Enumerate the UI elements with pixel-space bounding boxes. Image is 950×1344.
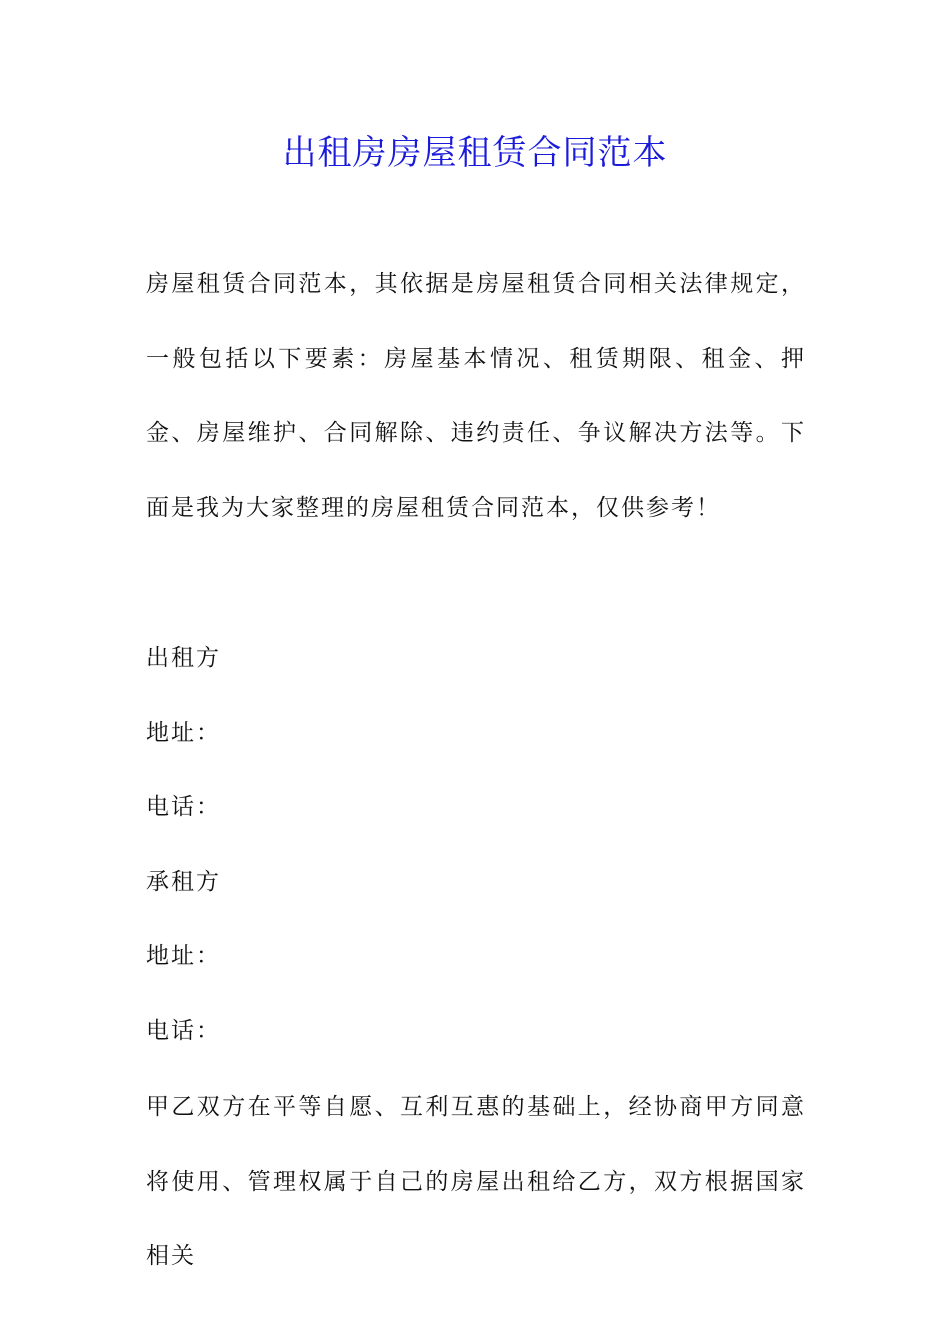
lessor-address-label: 地址： [146, 720, 221, 746]
lessee-address-label: 地址： [146, 943, 221, 969]
lessor-phone-label: 电话： [146, 794, 221, 820]
lessor-label: 出租方 [146, 645, 221, 671]
agreement-paragraph: 甲乙双方在平等自愿、互利互惠的基础上，经协商甲方同意将使用、管理权属于自己的房屋出租给乙方，双方根据国家相关 [146, 1094, 806, 1269]
intro-paragraph: 房屋租赁合同范本，其依据是房屋租赁合同相关法律规定，一般包括以下要素：房屋基本情况、租赁期限、租金、押金、房屋维护、合同解除、违约责任、争议解决方法等。下面是我为大家整理的房屋租赁合同范本，仅供参考！ [146, 271, 806, 521]
lessee-phone-label: 电话： [146, 1018, 221, 1044]
lessee-label: 承租方 [146, 869, 221, 895]
document-title: 出租房房屋租赁合同范本 [282, 133, 668, 173]
